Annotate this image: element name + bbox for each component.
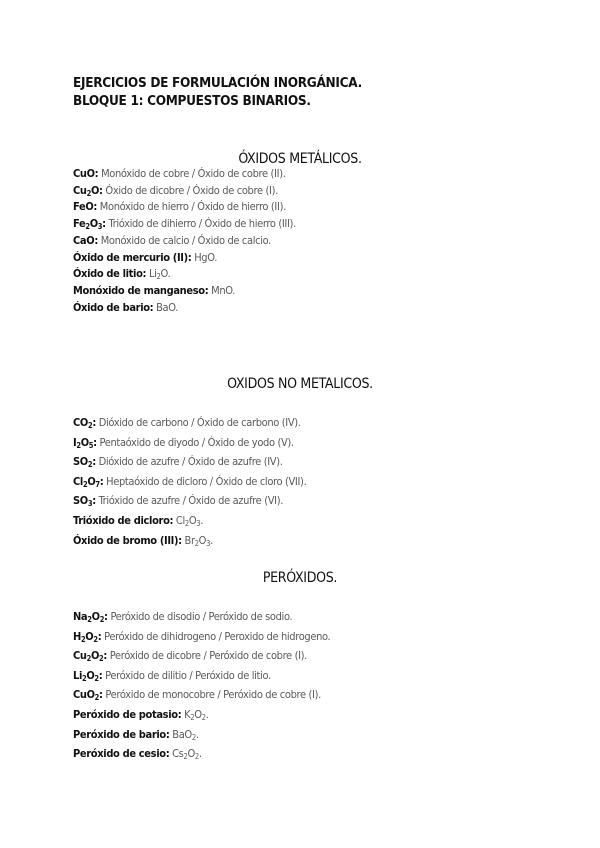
formula <box>73 200 97 213</box>
formula-colon: : <box>99 183 103 197</box>
formula-part: O <box>187 747 195 761</box>
formula-answer <box>191 251 217 264</box>
compound-name-question: Peróxido de cesio: <box>73 747 170 761</box>
exercise-line <box>73 475 306 489</box>
formula-subscript: 2 <box>93 634 98 644</box>
exercise-line <box>73 534 213 548</box>
compound-name: Peróxido de dihidrogeno / Peroxido de hidrogeno. <box>101 629 331 643</box>
formula-colon: : <box>97 629 102 643</box>
exercise-line <box>73 708 208 722</box>
formula-subscript: 2 <box>86 654 91 664</box>
formula-part: O <box>91 610 100 623</box>
exercise-line <box>73 436 294 450</box>
formula-part: O <box>89 217 98 231</box>
formula-part: O <box>90 649 100 663</box>
compound-name: Monóxido de hierro / Óxido de hierro (II). <box>97 200 286 214</box>
compound-name: Pentaóxido de diyodo / Óxido de yodo (V). <box>96 435 294 449</box>
formula-answer <box>153 301 178 314</box>
formula-answer <box>182 534 213 547</box>
formula-part: Na <box>73 610 88 623</box>
formula-subscript: 2 <box>156 272 161 282</box>
formula-part: O <box>188 514 197 527</box>
compound-name: Monóxido de calcio / Óxido de calcio. <box>97 233 271 247</box>
formula-subscript: 2 <box>184 519 189 528</box>
formula-subscript: 2 <box>99 615 105 624</box>
formula-part: . <box>198 747 202 761</box>
compound-name: Peróxido de monocobre / Peróxido de cobre (I). <box>102 688 321 702</box>
formula-part: Li <box>73 668 82 682</box>
compound-name: Heptaóxido de dicloro / Óxido de cloro (VII). <box>103 474 307 488</box>
formula-part: Cu <box>73 649 87 663</box>
formula-subscript: 3 <box>206 538 211 548</box>
formula <box>73 184 103 197</box>
compound-name: Peróxido de dilitio / Peróxido de litio. <box>102 668 271 682</box>
formula-subscript: 2 <box>194 538 199 548</box>
formula-colon: : <box>104 610 108 623</box>
formula-answer <box>208 284 235 297</box>
formula-subscript: 2 <box>201 713 206 722</box>
compound-name-question: Peróxido de bario: <box>73 727 170 741</box>
formula-subscript: 2 <box>82 673 87 683</box>
section-heading-oxidos-no-metalicos: OXIDOS NO METALICOS. <box>227 376 373 392</box>
formula <box>73 416 96 429</box>
formula <box>73 436 97 449</box>
compound-name-question: Óxido de bario: <box>73 300 154 314</box>
exercise-line <box>73 416 301 430</box>
formula-part: CuO <box>73 688 95 702</box>
formula-colon: : <box>93 435 97 449</box>
compound-name: Monóxido de cobre / Óxido de cobre (II). <box>98 167 286 180</box>
formula-part: SO <box>73 455 88 469</box>
formula-part: I <box>73 435 77 449</box>
formula-part: Fe <box>73 217 86 231</box>
formula-part: Cl <box>73 474 83 488</box>
formula-subscript: 7 <box>95 479 100 489</box>
formula <box>73 669 102 682</box>
formula-colon: : <box>99 474 104 488</box>
formula-part: Li <box>146 267 157 281</box>
formula-part: H <box>73 629 81 643</box>
formula-colon: : <box>92 455 96 469</box>
formula <box>73 455 96 468</box>
exercise-line <box>73 184 278 198</box>
formula <box>73 610 108 623</box>
formula-part: HgO. <box>191 250 218 264</box>
formula <box>73 217 106 230</box>
formula-part: O. <box>160 267 171 281</box>
compound-name: Trióxido de azufre / Óxido de azufre (VI). <box>95 494 284 508</box>
formula-part: CO <box>73 416 88 429</box>
formula-colon: : <box>103 649 107 663</box>
exercise-line <box>73 669 271 683</box>
formula <box>73 494 96 507</box>
exercise-line <box>73 728 199 742</box>
compound-name-question: Trióxido de dicloro: <box>73 514 174 527</box>
formula <box>73 234 98 247</box>
formula-part: . <box>205 708 209 721</box>
compound-name-question: Óxido de mercurio (II): <box>73 250 192 264</box>
formula-subscript: 2 <box>82 479 88 489</box>
exercise-line <box>73 610 292 624</box>
exercise-line <box>73 200 286 214</box>
formula-part: CaO <box>73 233 95 247</box>
exercise-line <box>73 167 286 181</box>
formula <box>73 475 103 488</box>
formula-subscript: 2 <box>183 752 188 762</box>
formula-subscript: 2 <box>85 222 90 232</box>
formula-subscript: 2 <box>94 693 100 703</box>
formula <box>73 630 101 643</box>
formula-subscript: 2 <box>87 615 92 624</box>
formula-part: O <box>90 183 100 197</box>
formula-part: BaO <box>169 727 192 741</box>
compound-name: Óxido de dicobre / Óxido de cobre (I). <box>102 183 278 197</box>
formula-subscript: 2 <box>99 654 104 664</box>
section-heading-peroxidos: PERÓXIDOS. <box>262 570 338 586</box>
exercise-line <box>73 234 271 248</box>
formula-part: CuO <box>73 167 95 180</box>
compound-name: Dióxido de carbono / Óxido de carbono (IV). <box>95 416 301 429</box>
compound-name: Peróxido de disodio / Peróxido de sodio. <box>107 610 293 623</box>
compound-name-question: Óxido de litio: <box>73 267 147 281</box>
exercise-line <box>73 630 330 644</box>
formula-subscript: 5 <box>88 440 94 450</box>
formula-subscript: 2 <box>87 421 93 430</box>
exercise-line <box>73 251 217 265</box>
formula-part: Cu <box>73 183 87 197</box>
formula-answer <box>173 514 203 527</box>
formula-answer <box>169 747 201 760</box>
formula-part: O <box>86 668 95 682</box>
compound-name-question: Óxido de bromo (III): <box>73 533 182 547</box>
exercise-line <box>73 494 283 508</box>
document-subtitle: BLOQUE 1: COMPUESTOS BINARIOS. <box>73 93 311 109</box>
formula <box>73 688 103 701</box>
formula-part: . <box>195 727 199 741</box>
formula-colon: : <box>102 217 106 231</box>
formula-part: Cs <box>169 747 184 761</box>
formula-subscript: 3 <box>196 519 201 528</box>
formula-subscript: 3 <box>87 499 93 509</box>
formula-subscript: 2 <box>80 634 86 644</box>
compound-name-question: Monóxido de manganeso: <box>73 283 209 297</box>
formula-subscript: 2 <box>86 188 91 198</box>
formula-subscript: 2 <box>87 460 93 470</box>
formula-part: FeO <box>73 200 94 214</box>
formula-subscript: 2 <box>190 713 195 722</box>
exercise-line <box>73 301 178 315</box>
formula-part: K <box>181 708 191 721</box>
compound-name: Trióxido de dihierro / Óxido de hierro (III). <box>105 217 296 231</box>
formula-subscript: 2 <box>191 732 196 742</box>
exercise-line <box>73 514 203 528</box>
formula-subscript: 2 <box>76 440 81 450</box>
exercise-line <box>73 217 296 231</box>
formula-subscript: 2 <box>194 752 199 762</box>
exercise-line <box>73 747 202 761</box>
compound-name: Peróxido de dicobre / Peróxido de cobre (I). <box>107 649 307 663</box>
formula-answer <box>181 708 208 721</box>
compound-name-question: Peróxido de potasio: <box>73 708 182 721</box>
formula-subscript: 3 <box>97 222 103 232</box>
formula-part: O <box>194 708 202 721</box>
section-heading-oxidos-metalicos: ÓXIDOS METÁLICOS. <box>238 151 362 167</box>
formula-part: . <box>200 514 204 527</box>
formula-part: MnO. <box>208 283 236 297</box>
formula-part: SO <box>73 494 88 508</box>
formula-colon: : <box>94 233 98 247</box>
formula-part: O <box>87 474 96 488</box>
formula <box>73 167 98 180</box>
formula-part: O <box>198 533 207 547</box>
exercise-line <box>73 649 307 663</box>
document-title: EJERCICIOS DE FORMULACIÓN INORGÁNICA. <box>73 75 362 91</box>
exercise-line <box>73 284 235 298</box>
formula-colon: : <box>98 668 103 682</box>
formula-part: BaO. <box>153 300 179 314</box>
compound-name: Dióxido de azufre / Óxido de azufre (IV). <box>95 455 283 469</box>
formula-answer <box>146 267 170 280</box>
formula-colon: : <box>93 200 98 214</box>
formula-part: Br <box>181 533 195 547</box>
formula-colon: : <box>92 494 96 508</box>
exercise-line <box>73 455 283 469</box>
formula-colon: : <box>94 167 99 180</box>
formula-part: . <box>210 533 213 547</box>
formula-colon: : <box>99 688 103 702</box>
formula-part: O <box>80 435 89 449</box>
exercise-line <box>73 267 170 281</box>
formula <box>73 649 107 662</box>
formula-part: Cl <box>173 514 185 527</box>
formula-answer <box>169 728 198 741</box>
formula-colon: : <box>92 416 96 429</box>
formula-part: O <box>85 629 94 643</box>
exercise-line <box>73 688 321 702</box>
formula-subscript: 2 <box>94 673 99 683</box>
